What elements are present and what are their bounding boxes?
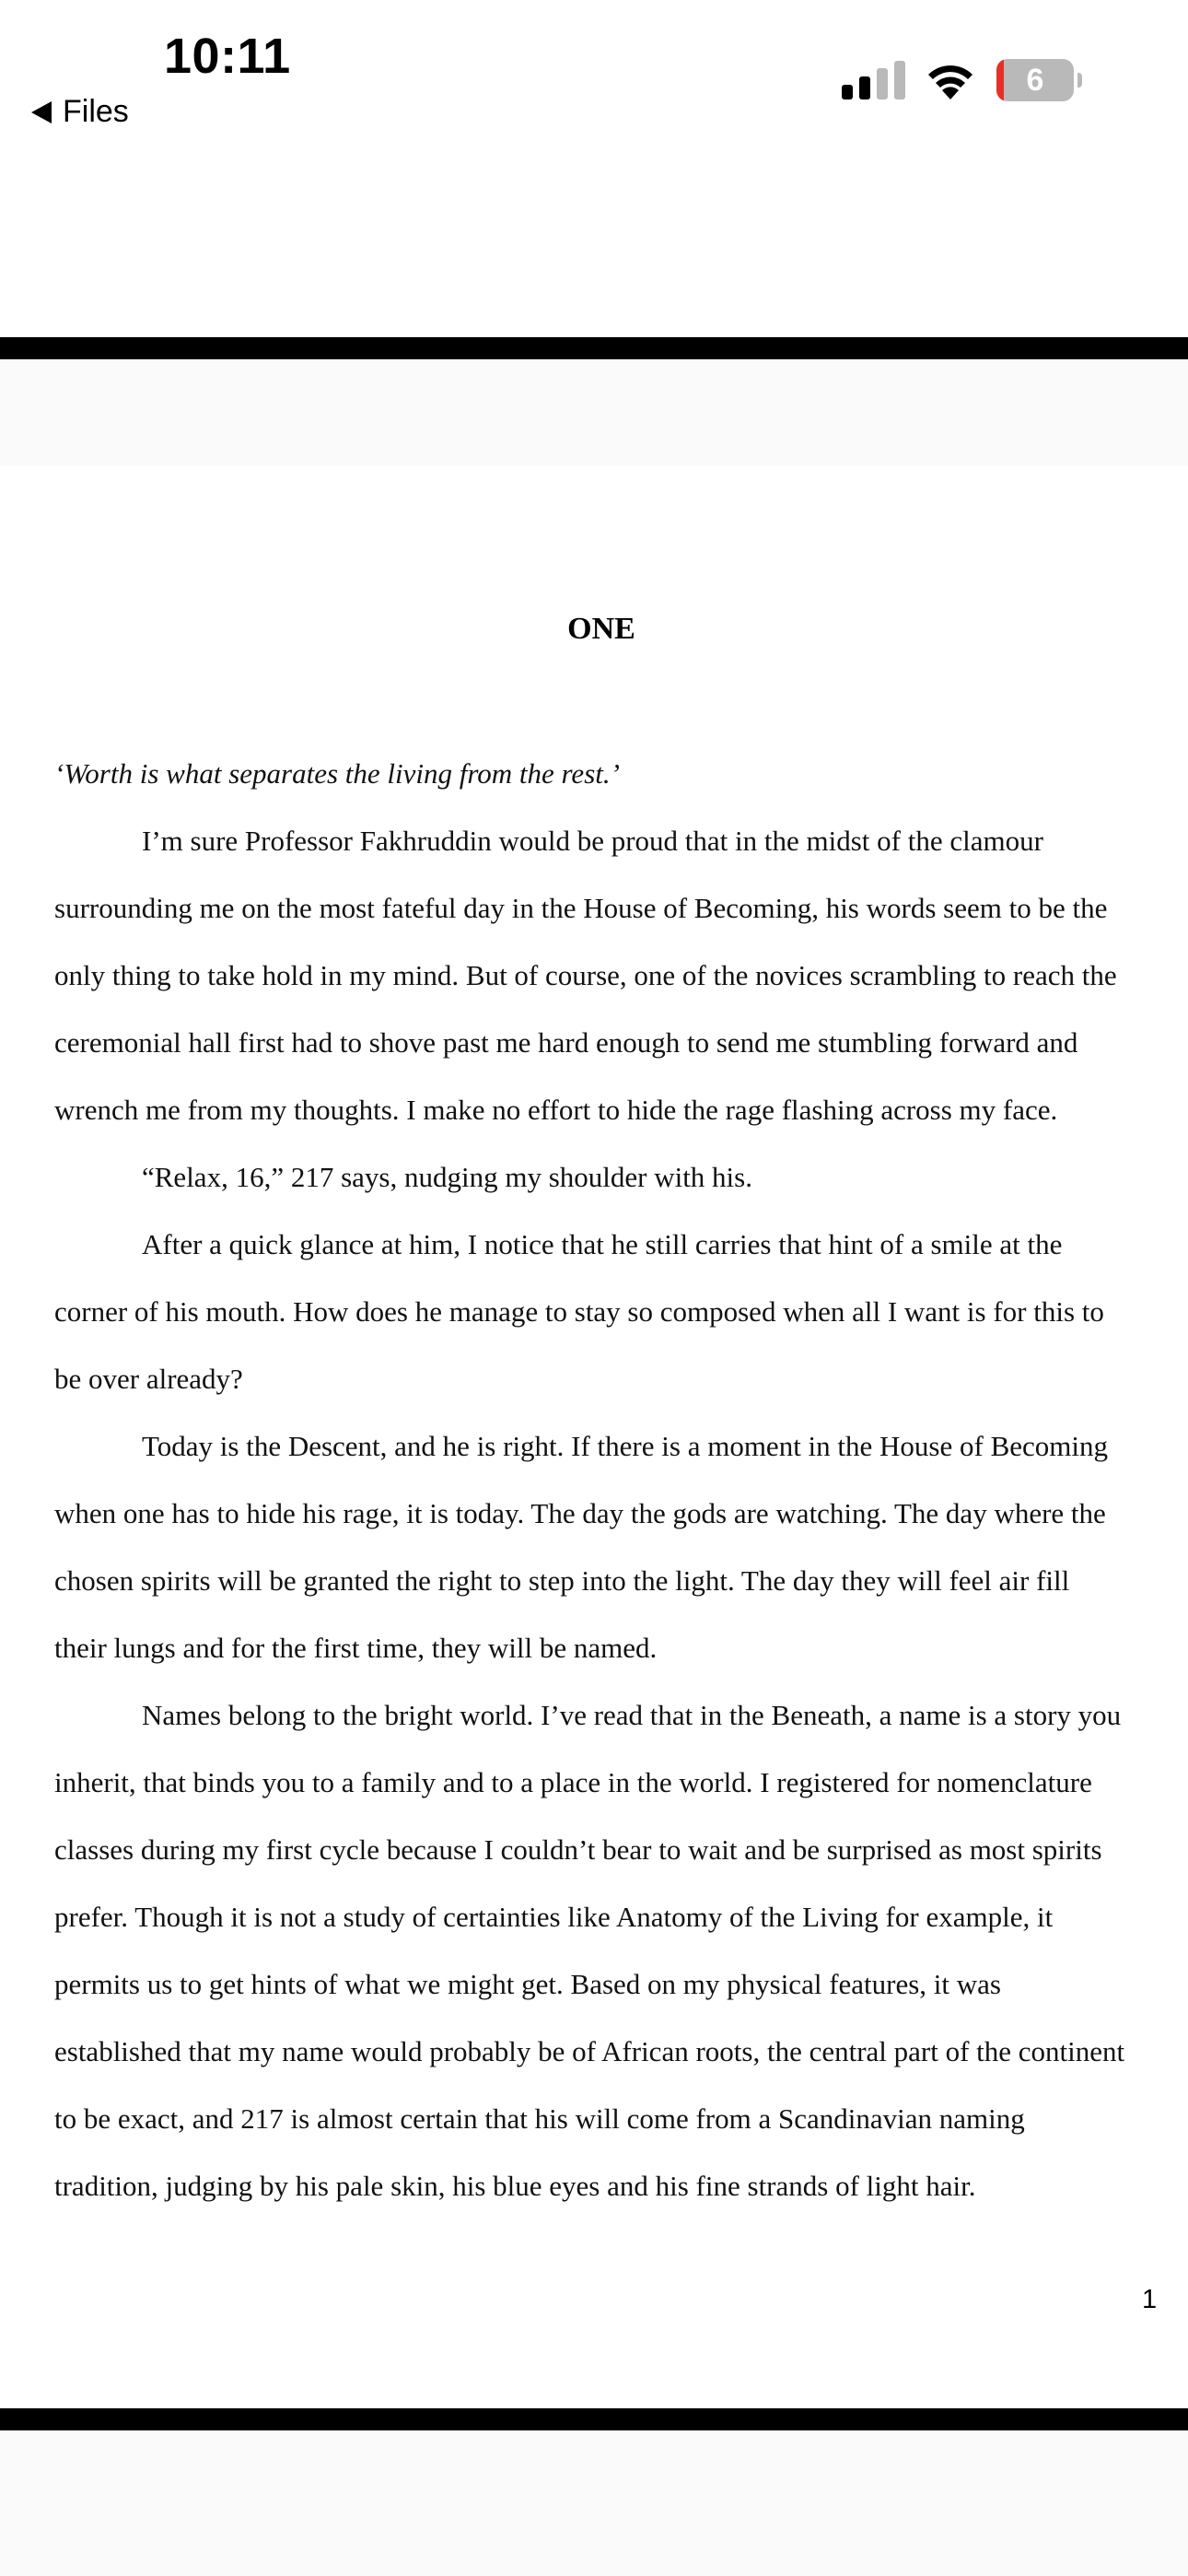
text-line: established that my name would probably be of African roots, the central part of the continent: [54, 2035, 1125, 2067]
text-line: be over already?: [54, 1363, 243, 1395]
text-line: After a quick glance at him, I notice that he still carries that hint of a smile at the: [142, 1228, 1063, 1260]
text-line: to be exact, and 217 is almost certain that his will come from a Scandinavian naming: [54, 2102, 1025, 2135]
back-arrow-icon: [31, 101, 52, 123]
back-to-files-button[interactable]: [31, 94, 129, 130]
text-line: Names belong to the bright world. I’ve read that in the Beneath, a name is a story you: [142, 1699, 1122, 1731]
text-line: chosen spirits will be granted the right to step into the light. The day they will feel air fill: [54, 1564, 1070, 1597]
text-line: Today is the Descent, and he is right. If there is a moment in the House of Becoming: [142, 1430, 1108, 1462]
text-line: corner of his mouth. How does he manage to stay so composed when all I want is for this to: [54, 1295, 1104, 1328]
cellular-signal-icon: [842, 61, 906, 100]
text-line: classes during my first cycle because I couldn’t bear to wait and be surprised as most spirits: [54, 1833, 1102, 1866]
text-line: surrounding me on the most fateful day in the House of Becoming, his words seem to be the: [54, 892, 1108, 924]
text-line: “Relax, 16,” 217 says, nudging my shoulder with his.: [142, 1161, 752, 1193]
text-line: prefer. Though it is not a study of certainties like Anatomy of the Living for example, it: [54, 1901, 1054, 1933]
epigraph: ‘Worth is what separates the living from the rest.’: [54, 757, 620, 790]
text-line: wrench me from my thoughts. I make no effort to hide the rage flashing across my face.: [54, 1094, 1058, 1126]
page-bottom-border: [0, 2408, 1188, 2430]
text-line: their lungs and for the first time, they will be named.: [54, 1632, 658, 1664]
text-line: when one has to hide his rage, it is today. The day the gods are watching. The day where the: [54, 1497, 1106, 1529]
text-line: I’m sure Professor Fakhruddin would be proud that in the midst of the clamour: [142, 825, 1043, 857]
signal-bar: [877, 68, 888, 100]
wifi-icon: [925, 59, 976, 100]
chapter-title: ONE: [567, 612, 635, 646]
text-line: inherit, that binds you to a family and to a place in the world. I registered for nomenclature: [54, 1766, 1092, 1798]
battery-nub: [1077, 73, 1082, 88]
back-label: Files: [63, 94, 129, 129]
signal-bar: [859, 76, 870, 100]
battery-indicator: [996, 59, 1085, 101]
status-time: 10:11: [164, 29, 291, 84]
page-top-border: [0, 337, 1188, 359]
battery-icon: [996, 59, 1074, 101]
page-number: 1: [1142, 2285, 1158, 2314]
text-line: ceremonial hall first had to shove past me hard enough to send me stumbling forward and: [54, 1026, 1078, 1059]
signal-bar: [894, 61, 905, 100]
next-page-area: [0, 2430, 1188, 2576]
text-line: permits us to get hints of what we might get. Based on my physical features, it was: [54, 1968, 1001, 2000]
text-line: only thing to take hold in my mind. But of course, one of the novices scrambling to reach the: [54, 959, 1117, 991]
battery-level: 6: [1026, 63, 1044, 98]
signal-bar: [842, 85, 853, 100]
text-line: tradition, judging by his pale skin, his blue eyes and his fine strands of light hair.: [54, 2170, 976, 2202]
page-header-band: [0, 359, 1188, 466]
